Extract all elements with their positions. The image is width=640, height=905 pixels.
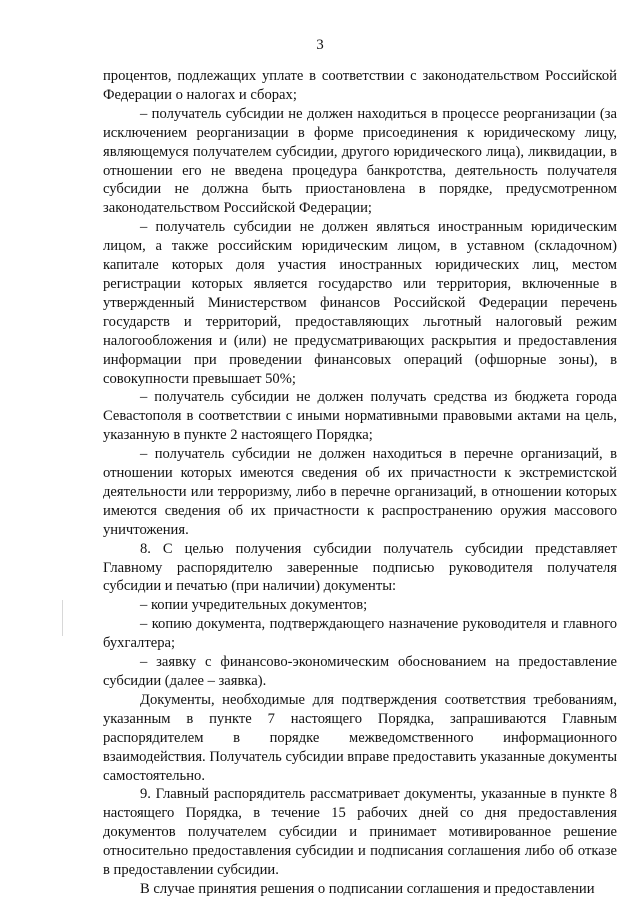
paragraph-clause-9: 9. Главный распорядитель рассматривает документы, указанные в пункте 8 настоящего Порядка, в течение 15 рабочих дней со дня предоставления документов получателем субсидии и принимает мотивированное решение относительно предоставления субсидии и подписания соглашения либо об отказе в предоставлении субсидии. bbox=[103, 786, 617, 879]
list-item-application: – заявку с финансово-экономическим обоснованием на предоставление субсидии (далее – заявка). bbox=[103, 654, 617, 689]
list-item-founding-documents: – копии учредительных документов; bbox=[140, 597, 368, 614]
paragraph-taxes: процентов, подлежащих уплате в соответствии с законодательством Российской Федерации о налогах и сборах; bbox=[103, 68, 617, 103]
paragraph-extremism-list: – получатель субсидии не должен находиться в перечне организаций, в отношении которых имеются сведения об их причастности к экстремистской деятельности или терроризму, либо в перечне организаций, в отношении которых имеются сведения об их причастности к распространению оружия массового уничтожения. bbox=[103, 446, 617, 538]
paragraph-reorganization: – получатель субсидии не должен находиться в процессе реорганизации (за исключением реорганизации в форме присоединения к юридическому лицу, являющемуся получателем субсидии, другого юридического лица), ликвидации, в отношении его не введена процедура банкротства, деятельность получателя субсидии не должна быть приостановлена в порядке, предусмотренном законодательством Российской Федерации; bbox=[103, 105, 617, 217]
paragraph-interagency-request: Документы, необходимые для подтверждения соответствия требованиям, указанным в пункте 7 настоящего Порядка, запрашиваются Главным распорядителем в порядке межведомственного информационного взаимодействия. Получатель субсидии вправе предоставить указанные документы самостоятельно. bbox=[103, 691, 617, 784]
page-number: 3 bbox=[316, 37, 324, 53]
scan-margin-mark bbox=[62, 600, 63, 636]
paragraph-foreign-entity: – получатель субсидии не должен являться иностранным юридическим лицом, а также российским юридическим лицом, в уставном (складочном) капитале которых доля участия иностранных юридических лиц, местом регистрации которых является государство или территория, включенные в утвержденный Министерством финансов Российской Федерации перечень государств и территорий, предоставляющих льготный налоговый режим налогообложения и (или) не предусматривающих раскрытия и предоставления информации при проведении финансовых операций (офшорные зоны), в совокупности превышает 50%; bbox=[103, 219, 617, 387]
document-body bbox=[103, 67, 617, 899]
paragraph-clause-8: 8. С целью получения субсидии получатель субсидии представляет Главному распорядителю заверенные подписью руководителя получателя субсидии и печатью (при наличии) документы: bbox=[103, 540, 617, 595]
paragraph-decision-continuation: В случае принятия решения о подписании соглашения и предоставлении bbox=[140, 880, 595, 897]
list-item-appointment-copy: – копию документа, подтверждающего назначение руководителя и главного бухгалтера; bbox=[103, 616, 617, 652]
paragraph-budget-funds: – получатель субсидии не должен получать средства из бюджета города Севастополя в соответствии с иными нормативными правовыми актами на цель, указанную в пункте 2 настоящего Порядка; bbox=[103, 389, 617, 444]
